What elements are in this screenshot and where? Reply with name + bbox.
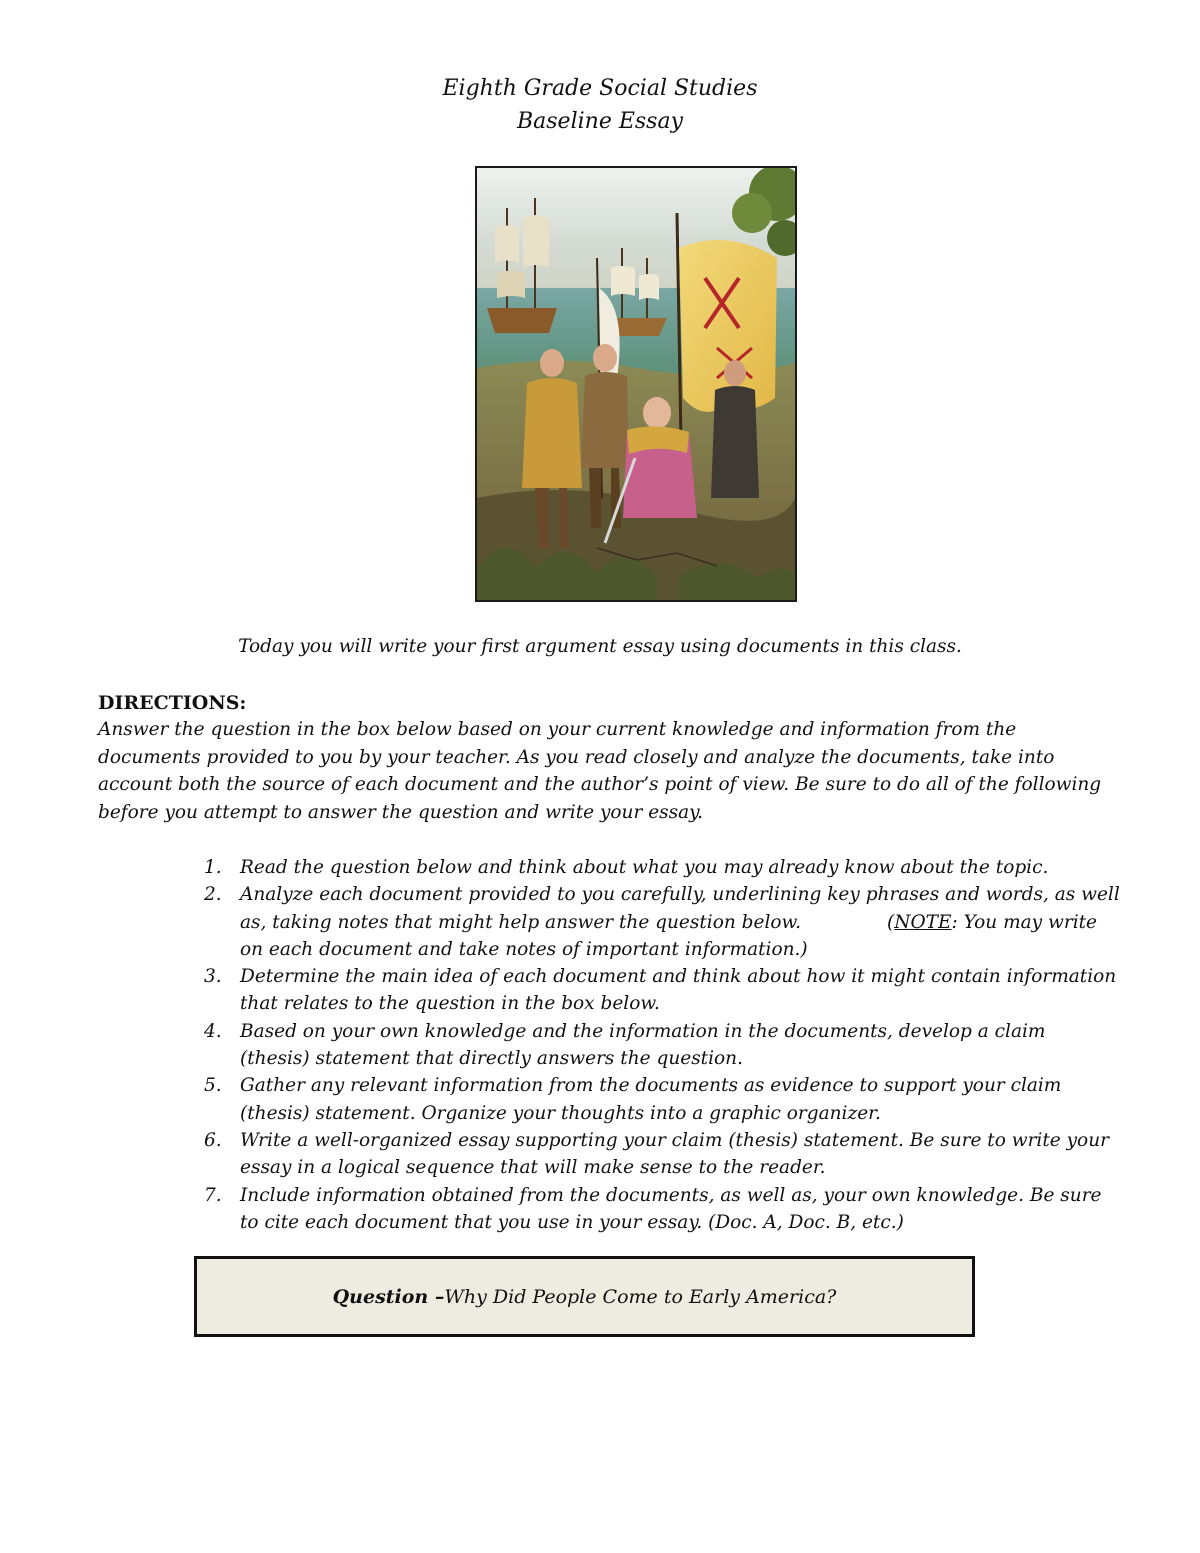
- step-number: 1.: [204, 857, 222, 878]
- directions-heading: DIRECTIONS:: [98, 692, 247, 714]
- step-text: Gather any relevant information from the documents as evidence to support your claim (thesis) statement. Organize your thoughts into a graphic organizer.: [240, 1075, 1062, 1124]
- step-number: 4.: [204, 1020, 222, 1042]
- intro-text: Today you will write your first argument essay using documents in this class.: [238, 636, 962, 657]
- list-item: [190, 1072, 1120, 1127]
- directions-text: Answer the question in the box below based on your current knowledge and information from the documents provided to you by your teacher. As you read closely and analyze the documents, take into account both the source of each document and the author’s point of view. Be sure to do all of the following before you attempt to answer the question and write your essay.: [98, 719, 1102, 823]
- list-item: [190, 1182, 1120, 1237]
- document-subtitle: Baseline Essay: [516, 109, 684, 134]
- note-open: (: [887, 911, 895, 933]
- step-number: 5.: [204, 1075, 222, 1097]
- list-item: [190, 854, 1120, 881]
- step-text: Read the question below and think about what you may already know about the topic.: [240, 857, 1049, 878]
- note-label: NOTE: [894, 911, 952, 933]
- list-item: [190, 1127, 1120, 1182]
- step-number: 7.: [204, 1184, 222, 1206]
- step-number: 6.: [204, 1129, 222, 1151]
- list-item: [190, 881, 1120, 963]
- step-text: Write a well-organized essay supporting your claim (thesis) statement. Be sure to write your essay in a logical sequence that will make sense to the reader.: [240, 1129, 1109, 1179]
- painting-illustration: [475, 166, 797, 602]
- step-text: Based on your own knowledge and the information in the documents, develop a claim (thesis) statement that directly answers the question.: [240, 1020, 1046, 1070]
- list-item: [190, 1018, 1120, 1073]
- step-text: Analyze each document provided to you carefully, underlining key phrases and words, as well as, taking notes that might help answer the question below.: [240, 884, 1120, 933]
- steps-list: [190, 854, 1120, 1236]
- question-label: Question –: [332, 1285, 445, 1308]
- step-number: 2.: [204, 884, 222, 906]
- question-text: Why Did People Come to Early America?: [444, 1285, 837, 1308]
- list-item: [190, 963, 1120, 1018]
- document-header: [0, 72, 1200, 138]
- step-text: Include information obtained from the documents, as well as, your own knowledge. Be sure to cite each document that you use in your essay. (Doc. A, Doc. B, etc.): [240, 1184, 1102, 1233]
- painting-icon: [477, 168, 795, 600]
- document-title: Eighth Grade Social Studies: [442, 76, 758, 101]
- step-number: 3.: [204, 966, 222, 988]
- note-text: : You may write on each document and take notes of important information.): [240, 911, 1097, 960]
- question-box: [194, 1256, 975, 1337]
- step-text: Determine the main idea of each document and think about how it might contain information that relates to the question in the box below.: [240, 966, 1117, 1015]
